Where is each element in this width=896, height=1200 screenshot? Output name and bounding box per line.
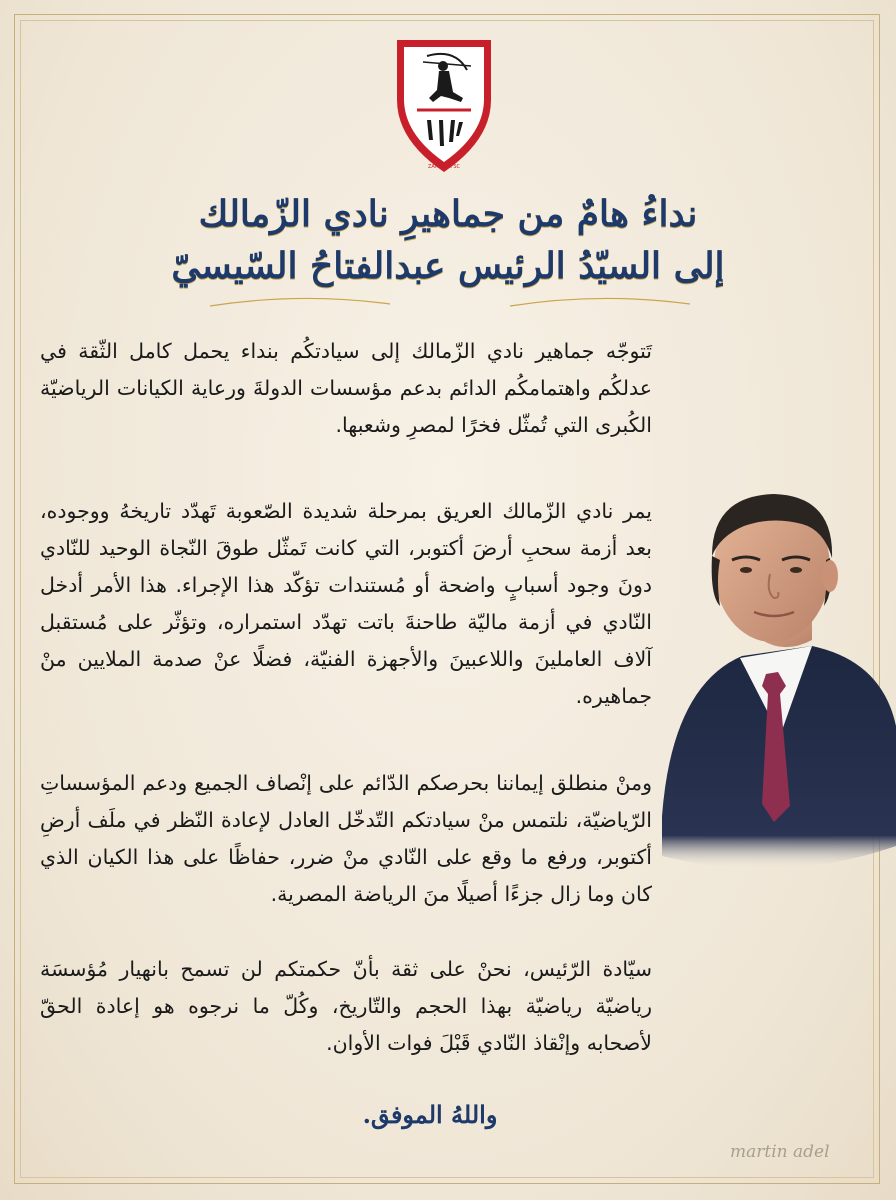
president-portrait	[662, 486, 896, 886]
artist-signature: martin adel	[730, 1142, 830, 1162]
logo-text: ZAMALEK SC	[427, 164, 461, 170]
letter-paragraph-1: تَتوجّه جماهير نادي الزّمالك إلى سيادتكُم بنداء يحمل كامل الثّقة في عدلكُم واهتمامكُم الدائم بدعم مؤسسات الدولةَ ورعاية الكيانات الرياضيّة الكُبرى التي تُمثّل فخرًا لمصرِ وشعبها.	[40, 339, 652, 437]
page-title	[150, 188, 746, 292]
title-line-2: إلى السيّدُ الرئيس عبدالفتاحُ السّيسيّ	[171, 245, 725, 287]
letter-paragraph-3: ومنْ منطلق إيماننا بحرصكم الدّائم على إنْصاف الجميع ودعم المؤسساتِ الرّياضيّة، نلتمس منْ سيادتكم التّدخّل العادل لإعادة النّظر في ملَف أرضِ أكتوبر، ورفع ما وقع على النّادي منْ ضرر، حفاظًا على هذا الكيان الذي كان وما زال جزءًا أصيلًا منَ الرياضة المصرية.	[40, 771, 652, 906]
title-line-1: نداءُ هامٌ من جماهيرِ نادي الزّمالك	[198, 193, 698, 235]
letter-closing: واللهُ الموفق.	[362, 1100, 498, 1129]
zamalek-logo	[393, 36, 495, 176]
letter-paragraph-2: يمر نادي الزّمالك العريق بمرحلة شديدة الصّعوبة تَهدّد تاريخهُ ووجوده، بعد أزمة سحبِ أرضَ أكتوبر، التي كانت تَمثّل طوقَ النّجاة الوحيد للنّادي دونَ وجود أسبابٍ واضحة أو مُستندات تؤكّد هذا الإجراء. هذا الأمر أدخل النّادي في أزمة ماليّة طاحنةَ باتت تهدّد استمراره، وتؤثّر على مُستقبل آلاف العاملينَ واللاعبينَ والأجهزة الفنيّة، فضلًا عنْ صدمة الملايين منْ جماهيره.	[40, 499, 652, 708]
letter-paragraph-4: سيّادة الرّئيس، نحنْ على ثقة بأنّ حكمتكم لن تسمح بانهيار مُؤسسَة رياضيّة رياضيّة بهذا الحجم والتّاريخ، وكُلّ ما نرجوه هو إعادة الحقّ لأصحابه وإنْقاذ النّادي قَبْلَ فوات الأوان.	[40, 957, 652, 1055]
